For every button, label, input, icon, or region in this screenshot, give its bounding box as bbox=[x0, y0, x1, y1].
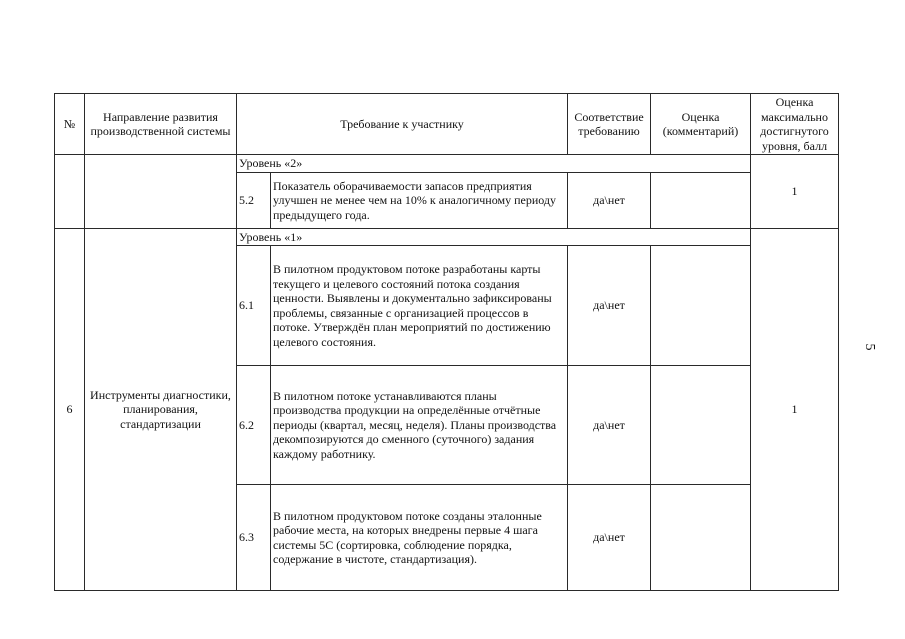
level-row bbox=[55, 229, 839, 246]
item-text: В пилотном продуктовом потоке созданы эталонные рабочие места, на которых внедрены первые 4 шага системы 5С (сортировка, соблюдение порядка, содержание в чистоте, стандартизация). bbox=[271, 485, 568, 591]
item-text: В пилотном потоке устанавливаются планы производства продукции на определённые отчётные периоды (квартал, месяц, неделя). Планы производства декомпозируются до сменного (суточного) задания каждому работнику. bbox=[271, 366, 568, 485]
num-cell: 6 bbox=[55, 229, 85, 591]
header-direction: Направление развития производственной системы bbox=[85, 94, 237, 155]
level-label: Уровень «1» bbox=[237, 229, 751, 246]
num-cell bbox=[55, 155, 85, 229]
table-header-row bbox=[55, 94, 839, 155]
score-cell: 1 bbox=[751, 155, 839, 229]
header-requirement: Требование к участнику bbox=[237, 94, 568, 155]
item-code: 5.2 bbox=[237, 173, 271, 229]
header-max-score: Оценка максимально достигнутого уровня, балл bbox=[751, 94, 839, 155]
assessment-cell bbox=[651, 485, 751, 591]
compliance-cell: да\нет bbox=[568, 173, 651, 229]
item-text: В пилотном продуктовом потоке разработаны карты текущего и целевого состояний потока создания ценности. Выявлены и документально зафиксированы проблемы, связанные с организацией процессов в потоке. Утверждён план мероприятий по достижению целевого состояния. bbox=[271, 246, 568, 366]
assessment-cell bbox=[651, 173, 751, 229]
level-label: Уровень «2» bbox=[237, 155, 751, 173]
direction-cell bbox=[85, 155, 237, 229]
direction-cell: Инструменты диагностики, планирования, стандартизации bbox=[85, 229, 237, 591]
item-code: 6.1 bbox=[237, 246, 271, 366]
level-row bbox=[55, 155, 839, 173]
header-num: № bbox=[55, 94, 85, 155]
item-text: Показатель оборачиваемости запасов предприятия улучшен не менее чем на 10% к аналогичному периоду предыдущего года. bbox=[271, 173, 568, 229]
requirements-table bbox=[54, 93, 839, 591]
compliance-cell: да\нет bbox=[568, 485, 651, 591]
compliance-cell: да\нет bbox=[568, 366, 651, 485]
item-code: 6.2 bbox=[237, 366, 271, 485]
assessment-cell bbox=[651, 366, 751, 485]
compliance-cell: да\нет bbox=[568, 246, 651, 366]
page-number: 5 bbox=[862, 343, 877, 351]
item-code: 6.3 bbox=[237, 485, 271, 591]
score-cell: 1 bbox=[751, 229, 839, 591]
header-assessment: Оценка (комментарий) bbox=[651, 94, 751, 155]
header-compliance: Соответствие требованию bbox=[568, 94, 651, 155]
assessment-cell bbox=[651, 246, 751, 366]
